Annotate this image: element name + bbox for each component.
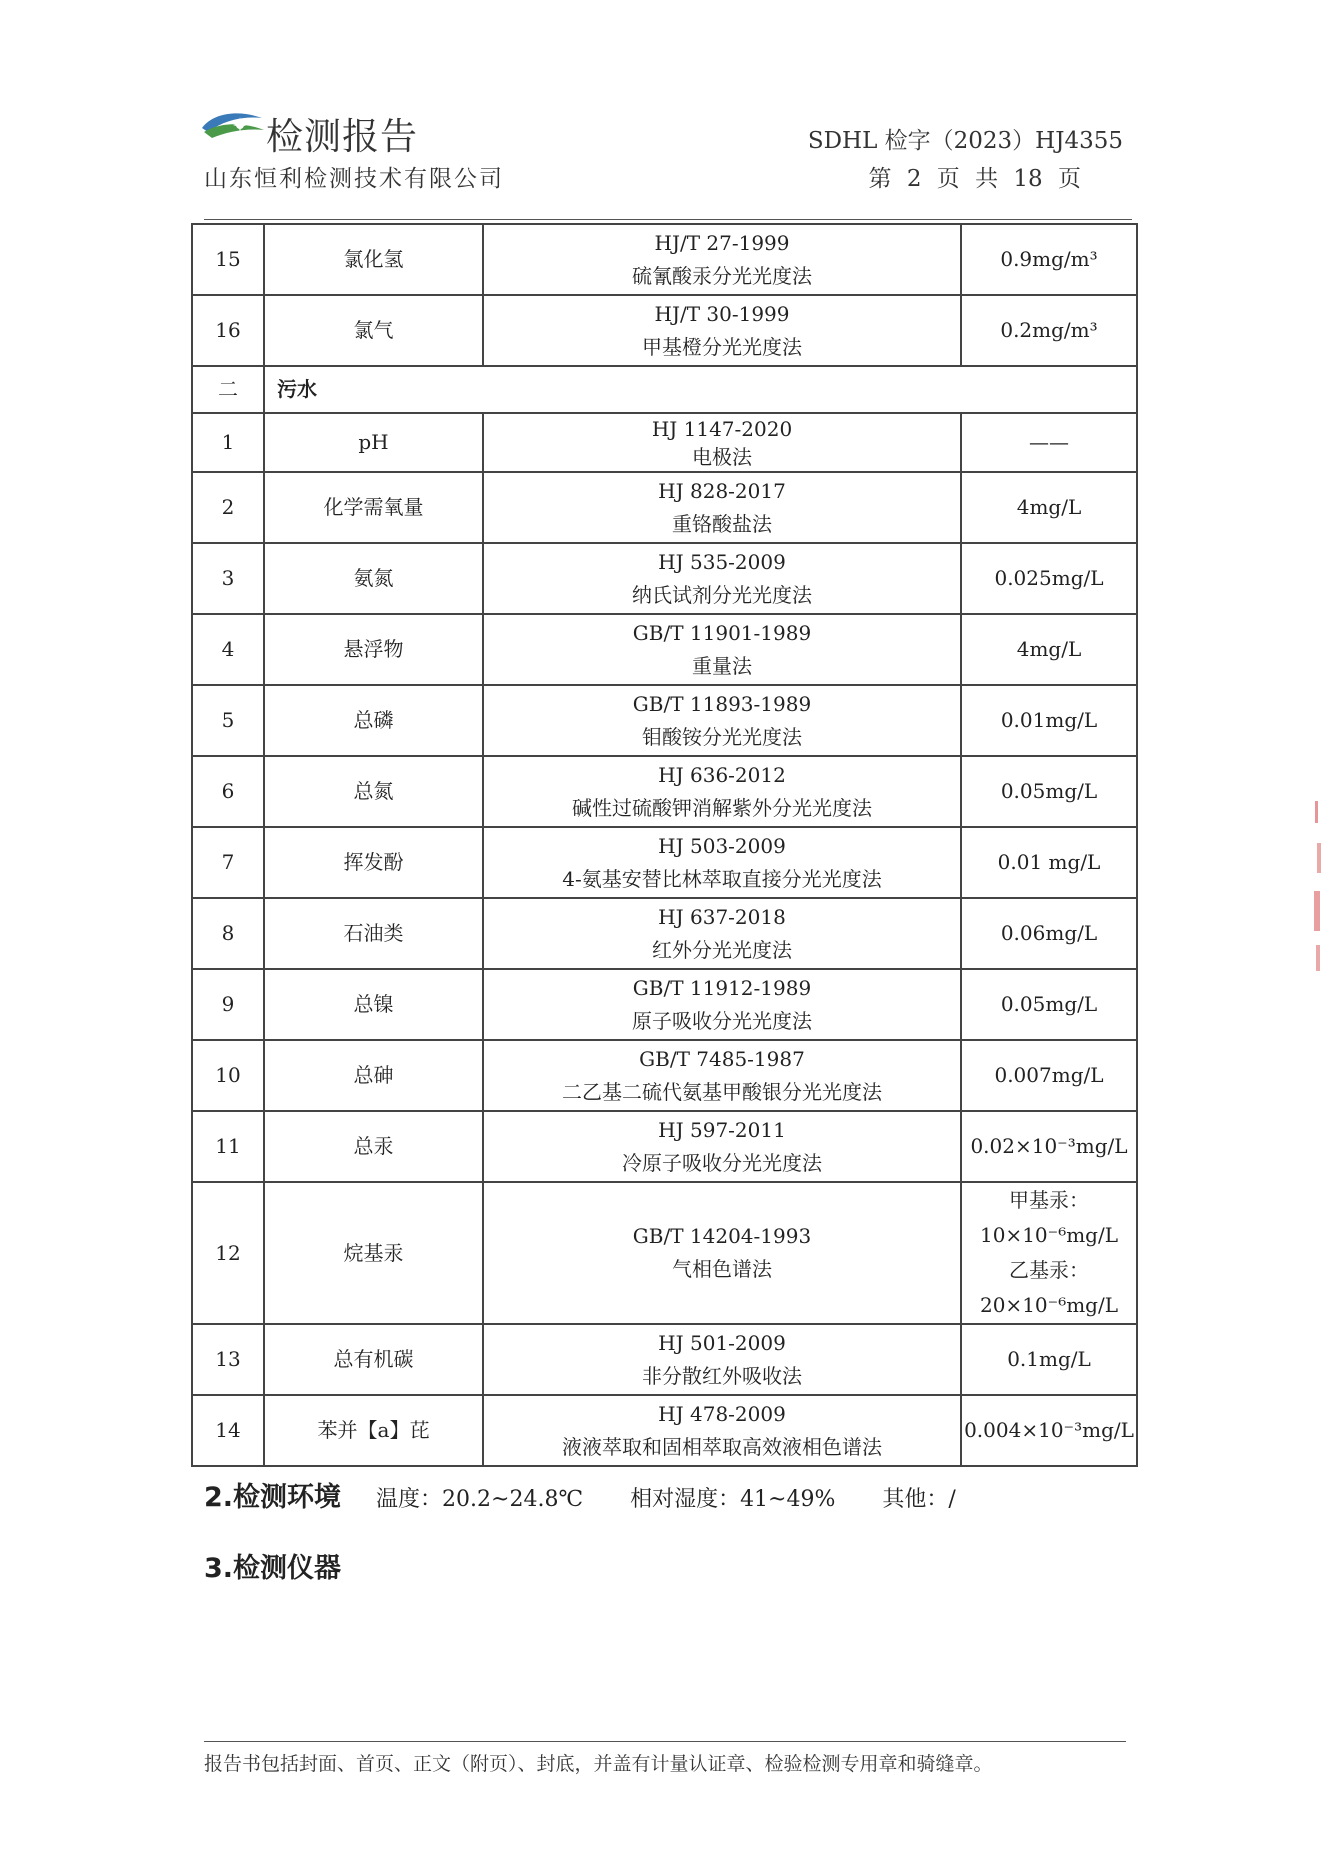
header-divider xyxy=(204,219,1132,220)
detection-limit: 4mg/L xyxy=(961,472,1137,543)
instruments-heading: 3.检测仪器 xyxy=(204,1553,342,1584)
table-row xyxy=(192,969,1137,1040)
test-item: 挥发酚 xyxy=(264,827,483,898)
row-number: 16 xyxy=(192,295,264,366)
test-item: 苯并【a】芘 xyxy=(264,1395,483,1466)
method-name: 二乙基二硫代氨基甲酸银分光光度法 xyxy=(562,1079,882,1104)
method-name: 红外分光光度法 xyxy=(652,937,792,962)
row-number: 9 xyxy=(192,969,264,1040)
row-number: 11 xyxy=(192,1111,264,1182)
method-cell xyxy=(483,472,961,543)
method-cell xyxy=(483,614,961,685)
footer-note: 报告书包括封面、首页、正文（附页）、封底，并盖有计量认证章、检验检测专用章和骑缝章。 xyxy=(204,1753,993,1775)
detection-limit: 0.025mg/L xyxy=(961,543,1137,614)
standard-code: HJ 1147-2020 xyxy=(651,416,793,441)
table-row xyxy=(192,1111,1137,1182)
detection-method-table xyxy=(191,223,1138,1467)
footer-divider xyxy=(204,1741,1126,1742)
limit-line: 甲基汞： xyxy=(1009,1188,1089,1212)
method-name: 液液萃取和固相萃取高效液相色谱法 xyxy=(562,1434,882,1459)
row-number: 15 xyxy=(192,224,264,295)
seal-stamp-icon xyxy=(1312,795,1323,985)
test-item: 总镍 xyxy=(264,969,483,1040)
test-item: 氯气 xyxy=(264,295,483,366)
test-item: 悬浮物 xyxy=(264,614,483,685)
table-row xyxy=(192,756,1137,827)
method-cell xyxy=(483,898,961,969)
method-cell xyxy=(483,224,961,295)
detection-limit xyxy=(961,1182,1137,1324)
method-cell xyxy=(483,1111,961,1182)
standard-code: HJ 478-2009 xyxy=(658,1401,786,1426)
test-item: 总汞 xyxy=(264,1111,483,1182)
test-item: 总氮 xyxy=(264,756,483,827)
table-row xyxy=(192,224,1137,295)
standard-code: GB/T 11893-1989 xyxy=(632,691,812,716)
company-name: 山东恒利检测技术有限公司 xyxy=(204,166,504,192)
method-cell xyxy=(483,1182,961,1324)
row-number: 3 xyxy=(192,543,264,614)
standard-code: HJ 637-2018 xyxy=(658,904,786,929)
method-name: 甲基橙分光光度法 xyxy=(642,334,802,359)
standard-code: HJ 535-2009 xyxy=(658,549,786,574)
row-number: 2 xyxy=(192,472,264,543)
table-row xyxy=(192,685,1137,756)
test-item: 总砷 xyxy=(264,1040,483,1111)
test-item: 总磷 xyxy=(264,685,483,756)
page-info: 第 2 页 共 18 页 xyxy=(868,166,1081,192)
test-item: pH xyxy=(264,413,483,472)
standard-code: GB/T 7485-1987 xyxy=(639,1046,805,1071)
company-logo-icon xyxy=(200,108,266,142)
row-number: 4 xyxy=(192,614,264,685)
row-number: 8 xyxy=(192,898,264,969)
table-row xyxy=(192,614,1137,685)
table-row xyxy=(192,413,1137,472)
method-name: 硫氰酸汞分光光度法 xyxy=(632,263,812,288)
test-item: 烷基汞 xyxy=(264,1182,483,1324)
row-number: 6 xyxy=(192,756,264,827)
method-name: 4-氨基安替比林萃取直接分光光度法 xyxy=(562,866,882,891)
test-item: 化学需氧量 xyxy=(264,472,483,543)
limit-line: 10×10⁻⁶mg/L xyxy=(979,1223,1119,1247)
test-item: 石油类 xyxy=(264,898,483,969)
method-name: 电极法 xyxy=(692,444,752,469)
table-row xyxy=(192,898,1137,969)
method-name: 冷原子吸收分光光度法 xyxy=(622,1150,822,1175)
environment-line xyxy=(204,1475,956,1514)
method-name: 非分散红外吸收法 xyxy=(642,1363,802,1388)
detection-limit: 0.05mg/L xyxy=(961,969,1137,1040)
detection-limit: —— xyxy=(961,413,1137,472)
detection-limit: 0.01mg/L xyxy=(961,685,1137,756)
detection-limit: 0.01 mg/L xyxy=(961,827,1137,898)
test-item: 氨氮 xyxy=(264,543,483,614)
temperature: 温度：20.2~24.8℃ xyxy=(376,1487,584,1512)
table-row xyxy=(192,1182,1137,1324)
detection-limit: 0.06mg/L xyxy=(961,898,1137,969)
method-name: 气相色谱法 xyxy=(672,1257,772,1281)
table-row xyxy=(192,543,1137,614)
method-cell xyxy=(483,295,961,366)
section-title: 污水 xyxy=(264,366,1137,413)
row-number: 5 xyxy=(192,685,264,756)
row-number: 1 xyxy=(192,413,264,472)
method-cell xyxy=(483,685,961,756)
humidity: 相对湿度：41~49% xyxy=(630,1487,836,1512)
section-row xyxy=(192,366,1137,413)
standard-code: HJ 597-2011 xyxy=(658,1117,786,1142)
test-item: 氯化氢 xyxy=(264,224,483,295)
row-number: 14 xyxy=(192,1395,264,1466)
method-cell xyxy=(483,1040,961,1111)
method-name: 碱性过硫酸钾消解紫外分光光度法 xyxy=(572,795,872,820)
row-number: 7 xyxy=(192,827,264,898)
method-cell xyxy=(483,1395,961,1466)
standard-code: HJ 501-2009 xyxy=(658,1330,786,1355)
limit-line: 乙基汞： xyxy=(1009,1258,1089,1282)
report-number: SDHL 检字（2023）HJ4355 xyxy=(807,128,1123,154)
method-cell xyxy=(483,413,961,472)
method-cell xyxy=(483,827,961,898)
row-number: 10 xyxy=(192,1040,264,1111)
standard-code: GB/T 14204-1993 xyxy=(632,1224,812,1248)
report-brand-title: 检测报告 xyxy=(266,115,418,158)
standard-code: HJ 828-2017 xyxy=(658,478,786,503)
section-number: 二 xyxy=(192,366,264,413)
method-cell xyxy=(483,969,961,1040)
table-row xyxy=(192,472,1137,543)
standard-code: HJ 636-2012 xyxy=(658,762,786,787)
method-name: 原子吸收分光光度法 xyxy=(632,1008,812,1033)
standard-code: GB/T 11901-1989 xyxy=(632,620,812,645)
row-number: 13 xyxy=(192,1324,264,1395)
table-row xyxy=(192,1324,1137,1395)
detection-limit: 0.2mg/m³ xyxy=(961,295,1137,366)
test-item: 总有机碳 xyxy=(264,1324,483,1395)
standard-code: HJ 503-2009 xyxy=(658,833,786,858)
table-row xyxy=(192,1040,1137,1111)
detection-limit: 0.02×10⁻³mg/L xyxy=(961,1111,1137,1182)
method-cell xyxy=(483,543,961,614)
detection-limit: 0.9mg/m³ xyxy=(961,224,1137,295)
table-row xyxy=(192,295,1137,366)
limit-line: 20×10⁻⁶mg/L xyxy=(979,1293,1119,1317)
standard-code: HJ/T 27-1999 xyxy=(654,230,790,255)
method-cell xyxy=(483,1324,961,1395)
method-cell xyxy=(483,756,961,827)
table-row xyxy=(192,827,1137,898)
detection-limit: 4mg/L xyxy=(961,614,1137,685)
method-name: 纳氏试剂分光光度法 xyxy=(632,582,812,607)
table-row xyxy=(192,1395,1137,1466)
environment-heading: 2.检测环境 xyxy=(204,1482,342,1513)
standard-code: HJ/T 30-1999 xyxy=(654,301,790,326)
method-name: 钼酸铵分光光度法 xyxy=(642,724,802,749)
method-name: 重铬酸盐法 xyxy=(672,511,772,536)
detection-limit: 0.004×10⁻³mg/L xyxy=(961,1395,1137,1466)
standard-code: GB/T 11912-1989 xyxy=(632,975,812,1000)
detection-limit: 0.007mg/L xyxy=(961,1040,1137,1111)
detection-limit: 0.1mg/L xyxy=(961,1324,1137,1395)
row-number: 12 xyxy=(192,1182,264,1324)
method-name: 重量法 xyxy=(692,653,752,678)
detection-limit: 0.05mg/L xyxy=(961,756,1137,827)
other-conditions: 其他：/ xyxy=(882,1487,956,1512)
